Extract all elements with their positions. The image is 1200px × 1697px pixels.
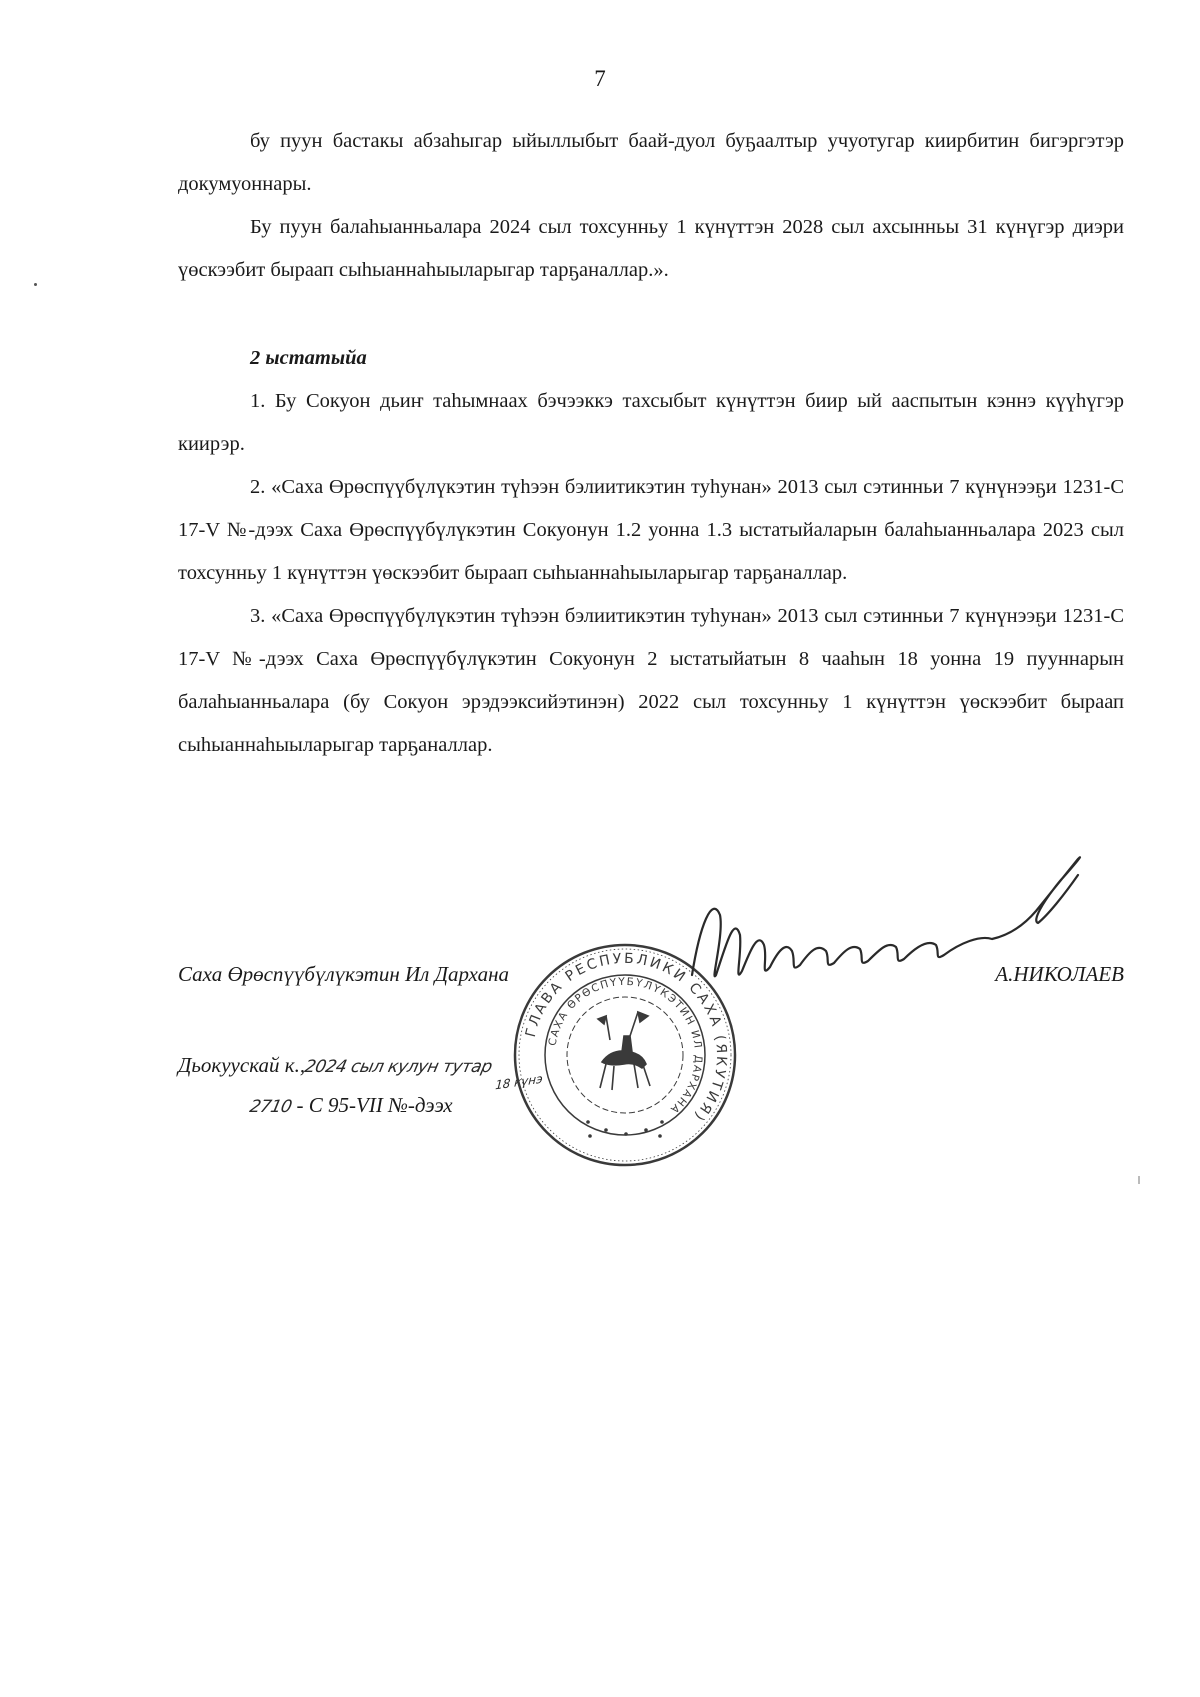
seal-inner-text: САХА ӨРӨСПҮҮБҮЛҮКЭТИН ИЛ ДАРХАНА bbox=[546, 975, 705, 1117]
seal-star-icons bbox=[586, 1120, 664, 1138]
handwritten-signature bbox=[680, 855, 1100, 1015]
article-heading: 2 ыстатыйа bbox=[250, 347, 367, 369]
law-number-suffix: - С 95-VII №-дээх bbox=[291, 1093, 453, 1117]
handwritten-date: 2024 сыл кулун тутар bbox=[302, 1057, 494, 1077]
page-number: 7 bbox=[594, 66, 606, 91]
seal-outer-text: ГЛАВА РЕСПУБЛИКИ САХА (ЯКУТИЯ) bbox=[522, 950, 730, 1126]
paragraph: Бу пуун балаһыанньалара 2024 сыл тохсунньу 1 күнүттэн 2028 сыл ахсынньы 31 күнүгэр диэри үөскээбит быраап сыһыаннаһыыларыгар тарҕаналлар.». bbox=[178, 216, 1124, 281]
scan-mark bbox=[1138, 1176, 1140, 1184]
article-item: 1. Бу Сокуон дьиҥ таһымнаах бэчээккэ тахсыбыт күнүттэн биир ый ааспытын кэннэ күүһүгэр киирэр. bbox=[178, 390, 1124, 455]
document-body bbox=[178, 120, 1124, 767]
place-date-line bbox=[178, 1053, 492, 1078]
scan-speck bbox=[34, 283, 37, 286]
signatory-name: А.НИКОЛАЕВ bbox=[995, 962, 1124, 986]
law-number-line bbox=[247, 1093, 453, 1118]
article-item: 2. «Саха Өрөспүүбүлүкэтин түһээн бэлиитикэтин туһунан» 2013 сыл сэтинньи 7 күнүнээҕи 1231-С 17-V №-дээх Саха Өрөспүүбүлүкэтин Сокуонун 1.2 уонна 1.3 ыстатыйаларын балаһыанньалара 2023 сыл тохсунньу 1 күнүттэн үөскээбит быраап сыһыаннаһыыларыгар тарҕаналлар. bbox=[178, 476, 1124, 584]
article-item: 3. «Саха Өрөспүүбүлүкэтин түһээн бэлиитикэтин туһунан» 2013 сыл сэтинньи 7 күнүнээҕи 1231-С 17-V №-дээх Саха Өрөспүүбүлүкэтин Сокуонун 2 ыстатыйатын 8 чааһын 18 уонна 19 пууннарын балаһыанньалара (бу Сокуон эрэдээксийэтинэн) 2022 сыл тохсунньу 1 күнүттэн үөскээбит быраап сыһыаннаһыыларыгар тарҕаналлар. bbox=[178, 605, 1124, 756]
handwritten-number: 2710 bbox=[247, 1097, 294, 1117]
signatory-title: Саха Өрөспүүбүлүкэтин Ил Дархана bbox=[178, 962, 509, 986]
seal-emblem-rider-icon bbox=[598, 1012, 650, 1090]
place-prefix: Дьокуускай к., bbox=[178, 1053, 306, 1077]
handwritten-day: 18 күнэ bbox=[494, 1071, 544, 1093]
paragraph: бу пуун бастакы абзаһыгар ыйыллыбыт баай-дуол буҕаалтыр учуотугар киирбитин бигэргэтэр докумуоннары. bbox=[178, 130, 1124, 195]
